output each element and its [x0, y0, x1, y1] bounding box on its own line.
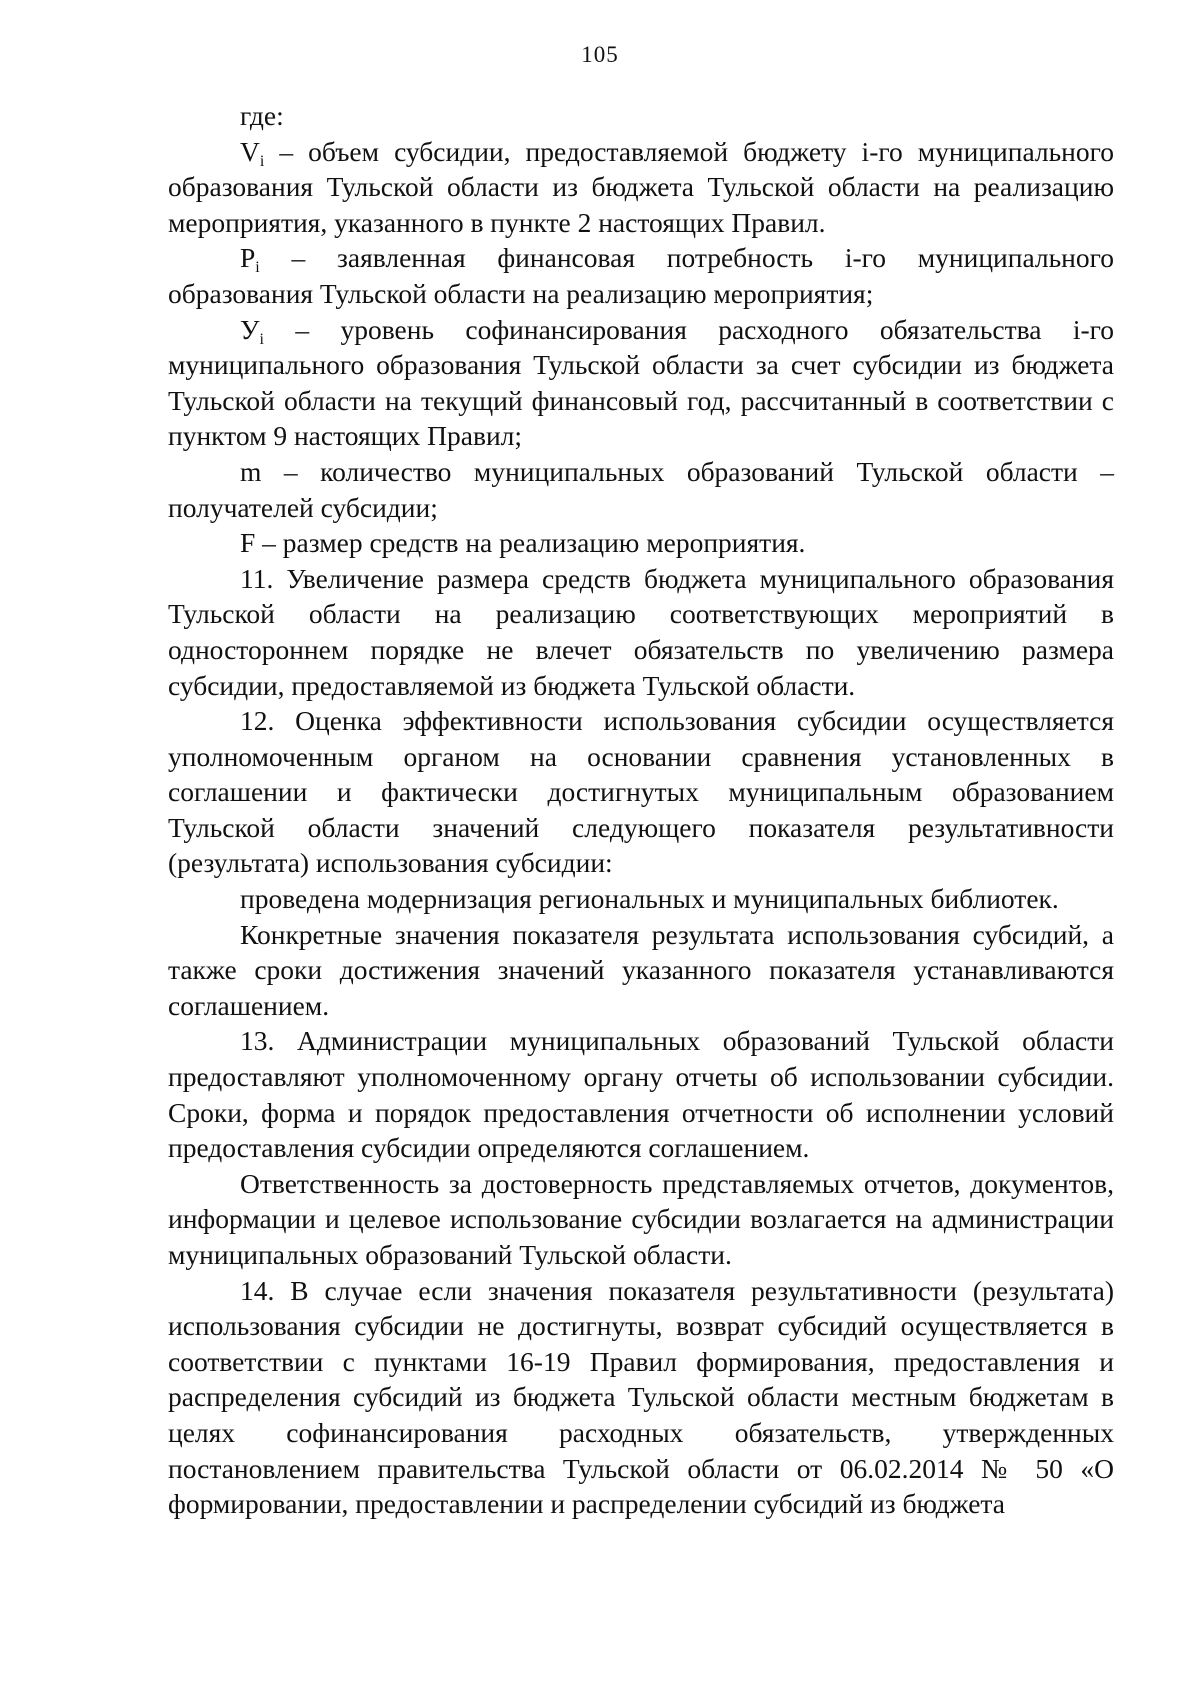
symbol-u: У: [240, 313, 260, 345]
paragraph-12: 12. Оценка эффективности использования субсидии осуществляется уполномоченным органом на основании сравнения установленных в соглашении и фактически достигнутых муниципальным образованием Тульской области значений следующего показателя результативности (результата) использования субсидии:: [168, 705, 1114, 879]
page-number: 105: [581, 42, 619, 67]
paragraph-12-values: Конкретные значения показателя результата использования субсидий, а также сроки достижения значений указанного показателя устанавливаются соглашением.: [168, 918, 1114, 1021]
paragraph-13-responsibility: Ответственность за достоверность представляемых отчетов, документов, информации и целевое использование субсидии возлагается на администрации муниципальных образований Тульской области.: [168, 1167, 1114, 1270]
subscript-i: i: [259, 330, 264, 348]
paragraph-13: 13. Администрации муниципальных образований Тульской области предоставляют уполномоченному органу отчеты об использовании субсидии. Сроки, форма и порядок предоставления отчетности об исполнении условий предоставления субсидии определяются соглашением.: [168, 1025, 1114, 1164]
definition-v: [168, 134, 1114, 241]
definition-u-text: – уровень софинансирования расходного обязательства i-го муниципального образования Тульской области за счет субсидии из бюджета Тульской области на текущий финансовый год, рассчитанный в соответствии с пунктом 9 настоящих Правил;: [168, 313, 1114, 452]
paragraph-11: 11. Увеличение размера средств бюджета муниципального образования Тульской области на реализацию соответствующих мероприятий в одностороннем порядке не влечет обязательств по увеличению размера субсидии, предоставляемой из бюджета Тульской области.: [168, 562, 1114, 701]
paragraph-12-indicator: проведена модернизация региональных и муниципальных библиотек.: [240, 883, 1059, 915]
definition-p: [168, 240, 1114, 311]
definition-u: [168, 312, 1114, 454]
symbol-v: V: [240, 135, 260, 167]
definition-v-text: – объем субсидии, предоставляемой бюджету i-го муниципального образования Тульской области из бюджета Тульской области на реализацию мероприятия, указанного в пункте 2 настоящих Правил.: [168, 135, 1114, 238]
definition-m: m – количество муниципальных образований Тульской области – получателей субсидии;: [168, 455, 1114, 523]
document-body: [168, 98, 1114, 1522]
symbol-p: P: [240, 242, 256, 274]
subscript-i: i: [259, 152, 265, 170]
definition-p-text: – заявленная финансовая потребность i-го муниципального образования Тульской области на реализацию мероприятия;: [168, 242, 1114, 309]
definition-f: F – размер средств на реализацию мероприятия.: [240, 527, 806, 559]
paragraph-14: 14. В случае если значения показателя результативности (результата) использования субсидии не достигнуты, возврат субсидий осуществляется в соответствии с пунктами 16-19 Правил формирования, предоставления и распределения субсидий из бюджета Тульской области местным бюджетам в целях софинансирования расходных обязательств, утвержденных постановлением правительства Тульской области от 06.02.2014 № 50 «О формировании, предоставлении и распределении субсидий из бюджета: [168, 1274, 1114, 1520]
where-label: где:: [240, 100, 284, 131]
subscript-i: i: [255, 259, 260, 277]
